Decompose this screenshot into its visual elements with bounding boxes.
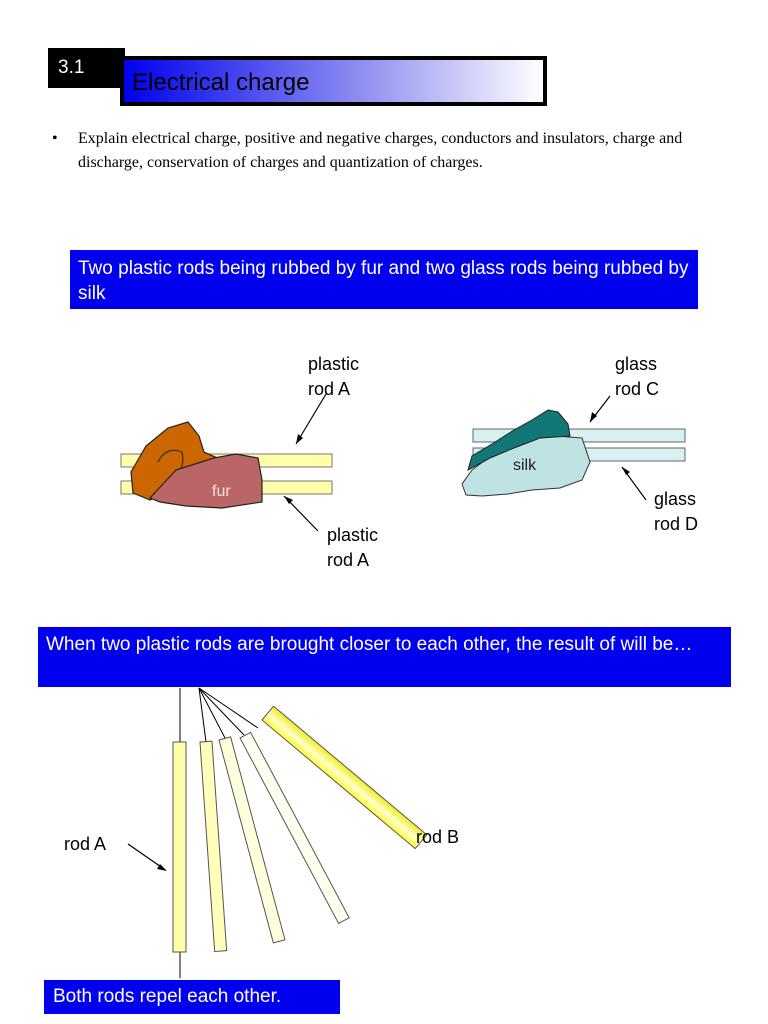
rubbing-caption: Two plastic rods being rubbed by fur and two glass rods being rubbed by silk <box>70 250 698 309</box>
bullet-marker: • <box>52 130 58 147</box>
label-glass-c-line2: rod C <box>615 379 660 399</box>
label-plastic-top-line2: rod A <box>308 379 351 399</box>
label-plastic-bottom-line2: rod A <box>327 550 370 570</box>
rod-b-position-1 <box>200 741 227 951</box>
rod-b <box>262 706 427 848</box>
page-title: Electrical charge <box>132 69 310 96</box>
rod-b-position-2 <box>219 737 285 943</box>
label-glass-c-line1: glass <box>615 354 658 374</box>
repel-conclusion: Both rods repel each other. <box>44 980 340 1014</box>
silk-label: silk <box>513 457 537 474</box>
label-glass-d-line2: rod D <box>654 514 699 534</box>
label-plastic-bottom-line1: plastic <box>327 525 379 545</box>
rod-a <box>173 742 186 952</box>
objective-text: Explain electrical charge, positive and negative charges, conductors and insulators, charge and discharge, conservation of charges and quantization of charges. <box>78 130 683 171</box>
rod-a-label: rod A <box>64 834 107 854</box>
rod-b-label: rod B <box>416 827 460 847</box>
label-plastic-top-line1: plastic <box>308 354 360 374</box>
repel-question: When two plastic rods are brought closer to each other, the result of will be… <box>38 627 731 687</box>
fur-label: fur <box>212 483 231 500</box>
section-number: 3.1 <box>48 48 125 88</box>
label-glass-d-line1: glass <box>654 489 697 509</box>
